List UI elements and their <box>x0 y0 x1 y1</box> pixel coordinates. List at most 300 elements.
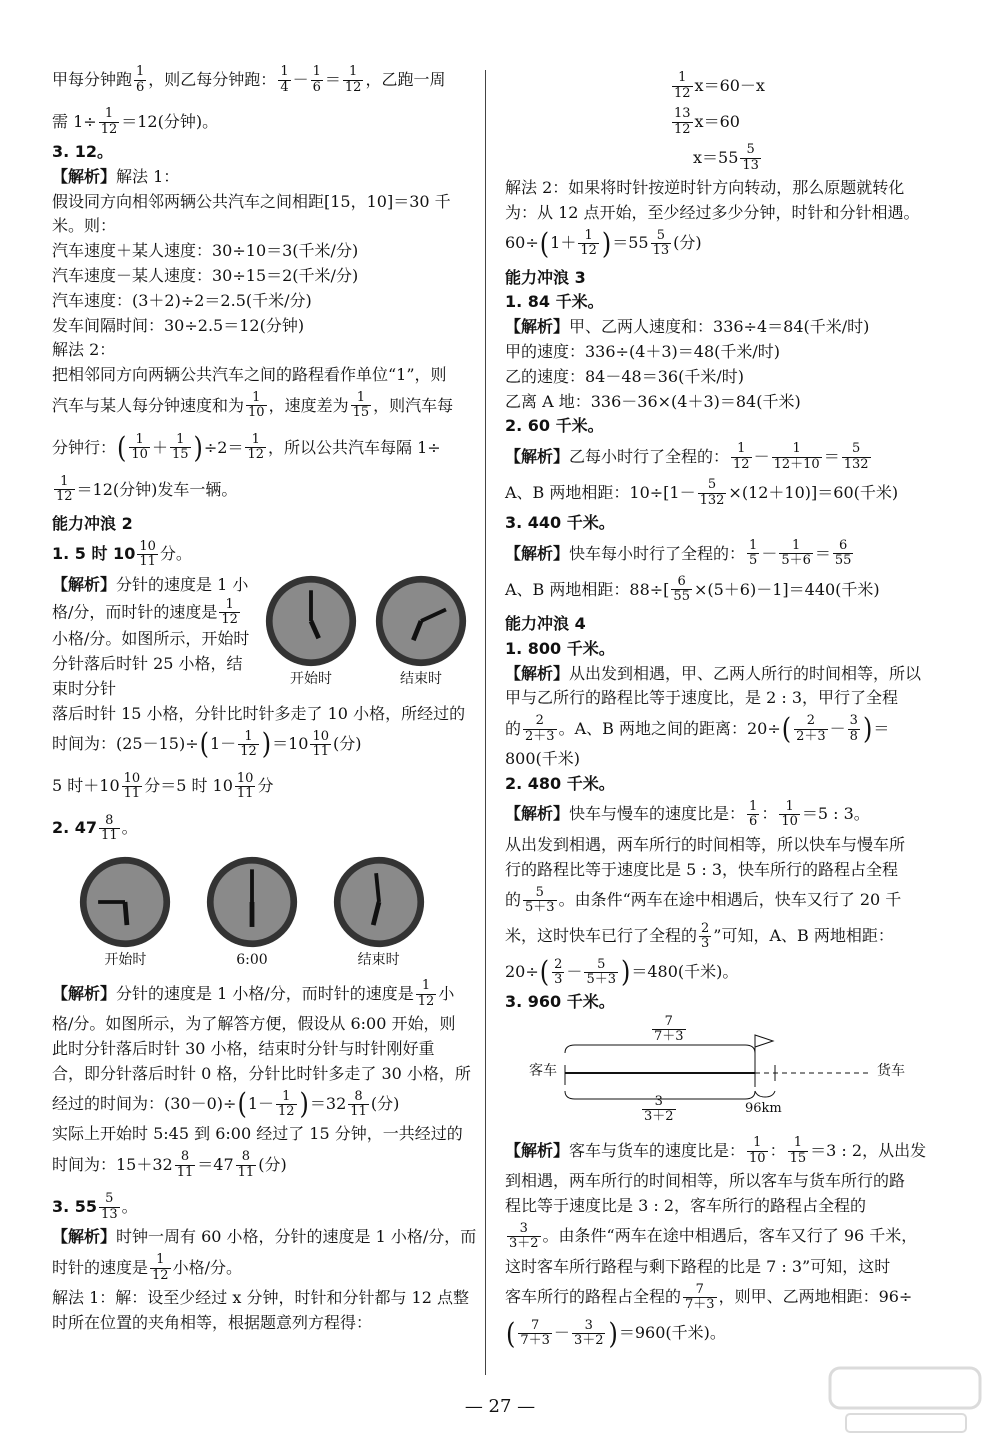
text: 小格/分。如图所示，开始时分针落后时针 25 小格，结束时分针 <box>52 629 250 698</box>
denominator: 12 <box>674 121 691 137</box>
numerator: 1 <box>176 432 185 448</box>
clock-row <box>62 854 442 972</box>
line <box>505 1133 927 1169</box>
answer-heading: 1. 84 千米。 <box>505 292 604 312</box>
text: ＝12(分钟)。 <box>121 111 219 131</box>
text: ，所以公共汽车每隔 1÷ <box>268 437 441 457</box>
fraction <box>343 65 364 95</box>
answer-heading <box>52 810 477 846</box>
answer-heading: 3. 960 千米。 <box>505 992 615 1012</box>
text: － <box>553 1323 570 1343</box>
denominator: 12 <box>152 1267 169 1283</box>
text: 的 <box>505 718 522 738</box>
text: 格/分。如图所示，为了解答方便，假设从 6:00 开始，则 <box>52 1014 456 1034</box>
line: 经过的时间为：(30－0)÷ ( 1－ $\frac{1}{12}$ ) ＝32 $\frac{8}{11}$ (分) <box>52 1087 400 1122</box>
fraction <box>137 540 158 570</box>
numerator: 1 <box>749 798 758 814</box>
line <box>52 62 477 98</box>
numerator: 8 <box>105 812 114 828</box>
denominator: 12 <box>100 121 118 137</box>
numerator: 3 <box>584 1317 593 1333</box>
line: 的 $\frac{2}{2+3}$ 。A、B 两地之间的距离：20÷ ( $\frac{2}{2+3}$ － $\frac{3}{8}$ ) ＝ <box>505 712 890 746</box>
line: 20÷ ( $\frac{2}{3}$ － $\frac{5}{5+3}$ ) ＝480(千米)。 <box>505 955 739 990</box>
text: 时所在位置的夹角相等，根据题意列方程得： <box>52 1312 373 1332</box>
line <box>52 1147 477 1183</box>
denominator: 12 <box>417 993 435 1009</box>
text: 落后时针 15 小格，分针比时针多走了 10 小格，所经过的 <box>52 703 466 723</box>
denominator: 5 <box>749 553 758 569</box>
line <box>52 768 477 804</box>
text: 。由条件“两车在途中相遇后，快车又行了 20 千 <box>558 889 902 909</box>
clock-end <box>331 854 427 972</box>
clock-start <box>263 573 359 691</box>
text: ，则汽车每 <box>373 395 454 415</box>
text: x＝55 <box>693 147 739 167</box>
numerator: 1 <box>104 106 114 122</box>
numerator: 5 <box>707 477 717 493</box>
text: x＝60 <box>694 111 740 131</box>
denominator: 7＋3 <box>654 1029 684 1045</box>
line <box>52 104 477 140</box>
denominator: 12 <box>344 79 362 95</box>
fraction <box>129 433 150 463</box>
numerator: 1 <box>791 538 801 554</box>
text: ，则乙每分钟跑： <box>148 69 277 89</box>
text: 合，即分针落后时针 0 格，分针比时针多走了 30 小格，所 <box>52 1063 471 1083</box>
text: A、B 两地相距：10÷[1－ <box>505 482 696 502</box>
text: ＝ <box>324 69 341 89</box>
denominator: 7＋3 <box>685 1297 715 1313</box>
text: 米，这时快车已行了全程的 <box>505 925 698 945</box>
denominator: 5＋3 <box>525 899 555 915</box>
line <box>52 472 477 508</box>
fraction <box>552 958 564 988</box>
fraction <box>833 539 854 569</box>
denominator: 13 <box>652 243 670 259</box>
text: － <box>829 718 846 738</box>
clock-icon <box>204 854 300 950</box>
line <box>505 882 923 918</box>
line: ( $\frac{7}{7+3}$ － $\frac{3}{3+2}$ ) ＝960(千米)。 <box>506 1316 726 1351</box>
numerator: 10 <box>312 728 330 744</box>
line <box>505 572 923 608</box>
line <box>505 439 923 475</box>
text: ×(12＋10)]＝60(千米) <box>728 482 899 502</box>
fraction <box>54 475 75 505</box>
analysis-tag: 【解析】 <box>505 804 570 824</box>
denominator: 11 <box>236 785 254 801</box>
numerator: 1 <box>793 1135 802 1151</box>
denominator: 10 <box>749 1150 766 1166</box>
text: 时针的速度是 <box>52 1257 149 1277</box>
denominator: 132 <box>843 456 869 472</box>
analysis-tag: 【解析】 <box>505 1140 570 1160</box>
numerator: 8 <box>180 1149 190 1165</box>
denominator: 10 <box>781 814 798 830</box>
clock-icon <box>77 854 173 950</box>
denominator: 11 <box>176 1164 194 1180</box>
line <box>505 475 923 511</box>
text: 。 <box>121 1196 138 1216</box>
line: 分钟行： ( $\frac{1}{10}$ ＋ $\frac{1}{15}$ ) ÷2＝ $\frac{1}{12}$ ，所以公共汽车每隔 1÷ <box>52 431 441 465</box>
page-number: 27 <box>488 1396 512 1417</box>
caption: 结束时 <box>400 670 442 687</box>
numerator: 7 <box>531 1317 540 1333</box>
fraction <box>747 1136 768 1166</box>
text: 800(千米) <box>505 749 581 769</box>
text: ＝ <box>823 446 840 466</box>
fraction <box>310 730 331 760</box>
fraction <box>672 107 693 137</box>
answer-heading <box>52 537 477 573</box>
numerator: 6 <box>677 574 686 590</box>
text: ＝12(分钟)发车一辆。 <box>76 479 238 499</box>
denominator: 8 <box>849 728 858 744</box>
denominator: 12＋10 <box>773 456 820 472</box>
fraction <box>235 772 256 802</box>
text: 实际上开始时 5:45 到 6:00 经过了 15 分钟，一共经过的 <box>52 1124 463 1144</box>
section-heading: 能力冲浪 4 <box>505 613 586 633</box>
text: 经过的时间为：(30－0)÷ <box>52 1094 237 1114</box>
denominator: 3＋2 <box>573 1333 604 1349</box>
line <box>505 536 923 572</box>
fraction <box>246 391 267 421</box>
watermark-logo <box>826 1360 986 1440</box>
text: 1－ <box>210 733 237 753</box>
text: － <box>566 961 583 981</box>
text: ＝3 : 2，从出发 <box>810 1140 927 1160</box>
text: 到相遇，两车所行的时间相等，所以客车与货车所行的路 <box>505 1171 906 1191</box>
numerator: 13 <box>674 106 691 122</box>
analysis-tag: 【解析】 <box>505 446 570 466</box>
text: 行的路程比等于速度比是 5 : 3，快车所行的路程占全程 <box>505 859 899 879</box>
numerator: 10 <box>236 770 254 786</box>
text: ×(5＋6)－1]＝440(千米) <box>693 579 880 599</box>
numerator: 1 <box>678 70 687 86</box>
text: 快车与慢车的速度比是： <box>569 804 746 824</box>
answer-heading: 3. 440 千米。 <box>505 513 615 533</box>
text: ＋ <box>151 437 168 457</box>
denominator: 10 <box>131 447 148 463</box>
right-column <box>505 68 927 1352</box>
text: 汽车速度－某人速度：30÷15＝2(千米/分) <box>52 265 359 285</box>
fraction <box>236 1150 257 1180</box>
fraction <box>523 886 557 916</box>
text: ＝480(千米)。 <box>631 961 739 981</box>
text: 分＝5 时 10 <box>144 775 233 795</box>
text: ＝55 <box>612 233 649 253</box>
text: 解法 2： <box>52 340 116 360</box>
denominator: 13 <box>101 1206 118 1222</box>
text: (分) <box>370 1094 400 1114</box>
fraction <box>99 814 120 844</box>
text: ＝960(千米)。 <box>618 1323 726 1343</box>
denominator: 6 <box>749 814 758 830</box>
fraction <box>672 71 693 101</box>
line-diagram <box>505 1015 923 1133</box>
clock-icon <box>373 573 469 669</box>
text: 分 <box>257 775 274 795</box>
denominator: 3＋2 <box>644 1109 674 1125</box>
numerator: 8 <box>354 1088 363 1104</box>
text: － <box>753 446 770 466</box>
caption: 开始时 <box>104 952 147 969</box>
numerator: 1 <box>244 728 253 744</box>
text: 解法 1：解：设至少经过 x 分钟，时针和分针都与 12 点整 <box>52 1288 469 1308</box>
text: 小 <box>438 983 455 1003</box>
numerator: 8 <box>241 1149 251 1165</box>
numerator: 1 <box>421 978 431 994</box>
text: － <box>292 69 309 89</box>
numerator: 1 <box>749 538 758 554</box>
fraction <box>584 958 618 988</box>
text: ＝47 <box>197 1154 234 1174</box>
text: 2. 47 <box>52 817 98 837</box>
fraction <box>276 1090 297 1120</box>
numerator: 3 <box>519 1220 528 1236</box>
text: x＝60－x <box>694 75 765 95</box>
analysis-tag: 【解析】 <box>505 317 570 337</box>
analysis-tag: 【解析】 <box>52 983 117 1003</box>
text: 乙离 A 地：336－36×(4＋3)＝84(千米) <box>505 391 801 411</box>
numerator: 1 <box>225 596 234 612</box>
fraction <box>788 1136 809 1166</box>
text: ＝32 <box>309 1094 347 1114</box>
numerator: 1 <box>136 64 145 80</box>
text: 从出发到相遇，甲、乙两人所行的时间相等，所以 <box>569 663 922 683</box>
equation <box>670 68 923 104</box>
denominator: 2＋3 <box>796 728 826 744</box>
text: 解法 2：如果将时针按逆时针方向转动，那么原题就转化 <box>505 178 905 197</box>
clock-six <box>204 854 300 972</box>
fraction <box>651 229 672 259</box>
text: 甲的速度：336÷(4＋3)＝48(千米/时) <box>505 341 781 361</box>
text: ＝10 <box>272 733 309 753</box>
denominator: 55 <box>834 553 852 569</box>
clock-end <box>373 573 469 691</box>
denominator: 5＋3 <box>586 971 616 987</box>
text: 的 <box>505 889 522 909</box>
numerator: 10 <box>139 538 156 554</box>
diagram-lines <box>505 1015 923 1133</box>
fraction <box>731 442 752 472</box>
denominator: 12 <box>580 243 597 259</box>
answer-heading: 2. 60 千米。 <box>505 416 604 436</box>
fraction <box>99 107 120 137</box>
numerator: 5 <box>746 142 755 158</box>
text: 发车间隔时间：30÷2.5＝12(分钟) <box>52 315 305 335</box>
fraction <box>779 539 813 569</box>
analysis-tag: 【解析】 <box>505 663 570 683</box>
line: 时间为：(25－15)÷ ( 1－ $\frac{1}{12}$ ) ＝10 $\frac{10}{11}$ (分) <box>52 727 362 762</box>
text: (分) <box>258 1154 287 1174</box>
numerator: 1 <box>312 64 321 80</box>
diagram-label: 货车 <box>877 1063 905 1080</box>
fraction <box>779 800 800 830</box>
fraction <box>572 1319 606 1349</box>
denominator: 55 <box>673 589 690 605</box>
numerator: 5 <box>105 1191 114 1207</box>
text: 快车每小时行了全程的： <box>569 543 746 563</box>
numerator: 1 <box>251 432 260 448</box>
numerator: 1 <box>753 1135 762 1151</box>
numerator: 2 <box>554 956 563 972</box>
numerator: 2 <box>535 713 544 729</box>
text: 60÷ <box>505 233 539 253</box>
numerator: 2 <box>806 713 816 729</box>
numerator: 1 <box>785 798 794 814</box>
numerator: 1 <box>349 64 358 80</box>
numerator: 1 <box>356 390 365 406</box>
fraction <box>150 1253 171 1283</box>
denominator: 132 <box>699 492 725 508</box>
denominator: 11 <box>312 743 330 759</box>
text: 汽车速度：(3＋2)÷2＝2.5(千米/分) <box>52 290 312 310</box>
numerator: 2 <box>701 920 710 936</box>
numerator: 5 <box>656 227 666 243</box>
text: 程比等于速度比是 3 : 2，客车所行的路程占全程的 <box>505 1195 867 1215</box>
text: 需 1÷ <box>52 111 97 131</box>
column-divider <box>485 70 486 1375</box>
denominator: 3＋2 <box>509 1236 539 1252</box>
fraction <box>699 922 711 952</box>
caption: 6:00 <box>236 952 268 969</box>
numerator: 3 <box>654 1094 663 1110</box>
text: 假设同方向相邻两辆公共汽车之间相距[15，10]＝30 千 <box>52 191 451 211</box>
denominator: 11 <box>139 554 156 570</box>
text: (分) <box>333 733 362 753</box>
denominator: 12 <box>240 743 257 759</box>
text: 这时客车所行路程与剩下路程的比是 7 : 3”可知，这时 <box>505 1256 891 1276</box>
fraction <box>842 442 871 472</box>
numerator: 1 <box>280 64 289 80</box>
clock-icon <box>263 573 359 669</box>
text: 1－ <box>247 1094 274 1114</box>
numerator: 1 <box>737 441 746 457</box>
text: 甲、乙两人速度和：336÷4＝84(千米/时) <box>569 317 870 337</box>
diagram-label: 96km <box>745 1101 782 1117</box>
fraction <box>578 229 599 259</box>
text: 分针的速度是 1 小格/分，而时针的速度是 <box>116 983 414 1003</box>
text: － <box>761 543 778 563</box>
clock-start <box>77 854 173 972</box>
text: 解法 1： <box>116 166 180 186</box>
denominator: 12 <box>733 456 750 472</box>
text: 分针的速度是 1 小格/分，而时针的速度是 <box>52 574 249 621</box>
fraction <box>848 714 860 744</box>
numerator: 1 <box>60 474 69 490</box>
left-column <box>52 62 477 1336</box>
fraction <box>794 714 828 744</box>
numerator: 5 <box>535 884 544 900</box>
diagram-label: 客车 <box>529 1063 557 1080</box>
text: 客车所行的路程占全程的 <box>505 1287 682 1307</box>
text: 客车与货车的速度比是： <box>569 1140 746 1160</box>
denominator: 15 <box>352 405 370 421</box>
fraction <box>134 65 146 95</box>
fraction <box>170 433 191 463</box>
denominator: 12 <box>674 85 691 101</box>
text: 。 <box>121 817 138 837</box>
line <box>505 1219 923 1255</box>
numerator: 1 <box>792 441 801 457</box>
denominator: 12 <box>221 611 238 627</box>
fraction <box>175 1150 196 1180</box>
fraction <box>772 442 822 472</box>
fraction <box>507 1222 541 1252</box>
analysis-tag: 【解析】 <box>52 574 117 594</box>
text: 1. 5 时 10 <box>52 544 136 564</box>
denominator: 11 <box>350 1103 367 1119</box>
answer-heading: 3. 12。 <box>52 142 114 161</box>
denominator: 13 <box>742 157 759 173</box>
numerator: 3 <box>849 713 858 729</box>
text: ＝5 : 3。 <box>801 804 870 824</box>
text: 。由条件“两车在途中相遇后，客车又行了 96 千米， <box>542 1226 918 1246</box>
numerator: 1 <box>156 1252 165 1268</box>
line <box>505 918 923 954</box>
section-heading: 能力冲浪 2 <box>52 513 133 533</box>
denominator: 15 <box>789 1150 807 1166</box>
line <box>505 797 923 833</box>
fraction <box>747 800 759 830</box>
text: 甲每分钟跑 <box>52 69 133 89</box>
denominator: 3 <box>701 935 710 951</box>
fraction <box>122 772 143 802</box>
caption: 开始时 <box>290 670 332 687</box>
fraction <box>416 979 437 1009</box>
clock-explanation <box>52 573 477 702</box>
numerator: 1 <box>135 432 144 448</box>
numerator: 10 <box>123 770 141 786</box>
fraction <box>311 65 323 95</box>
equation <box>670 104 923 140</box>
text: 。A、B 两地之间的距离：20÷ <box>558 718 781 738</box>
text: (分) <box>673 233 702 253</box>
text: 汽车与某人每分钟速度和为 <box>52 395 245 415</box>
text: 为：从 12 点开始，至少经过多少分钟，时针和分针相遇。 <box>505 202 920 222</box>
analysis-tag: 【解析】 <box>52 1227 117 1247</box>
numerator: 7 <box>664 1014 673 1030</box>
numerator: 5 <box>851 441 861 457</box>
fraction <box>671 575 692 605</box>
line <box>505 1280 923 1316</box>
text: 1＋ <box>550 233 577 253</box>
fraction <box>351 391 372 421</box>
denominator: 4 <box>280 79 289 95</box>
text: 把相邻同方向两辆公共汽车之间的路程看作单位“1”，则 <box>52 365 447 385</box>
numerator: 1 <box>282 1088 291 1104</box>
text: A、B 两地相距：88÷[ <box>505 579 670 599</box>
caption: 结束时 <box>357 952 400 969</box>
text: 时间为：(25－15)÷ <box>52 733 199 753</box>
text: 时间为：15＋32 <box>52 1154 173 1174</box>
answer-heading: 1. 800 千米。 <box>505 638 615 658</box>
text: 乙的速度：84－48＝36(千米/时) <box>505 366 744 386</box>
line <box>52 976 477 1012</box>
denominator: 11 <box>101 827 118 843</box>
line <box>52 388 477 424</box>
text: ： <box>761 804 778 824</box>
numerator: 7 <box>695 1281 704 1297</box>
text: ＝ <box>814 543 831 563</box>
denominator: 12 <box>56 489 73 505</box>
denominator: 11 <box>237 1164 255 1180</box>
fraction <box>219 598 240 628</box>
analysis-tag: 【解析】 <box>505 543 570 563</box>
text: 此时分针落后时针 30 小格，结束时分针与时针刚好重 <box>52 1038 435 1058</box>
denominator: 12 <box>278 1103 295 1119</box>
